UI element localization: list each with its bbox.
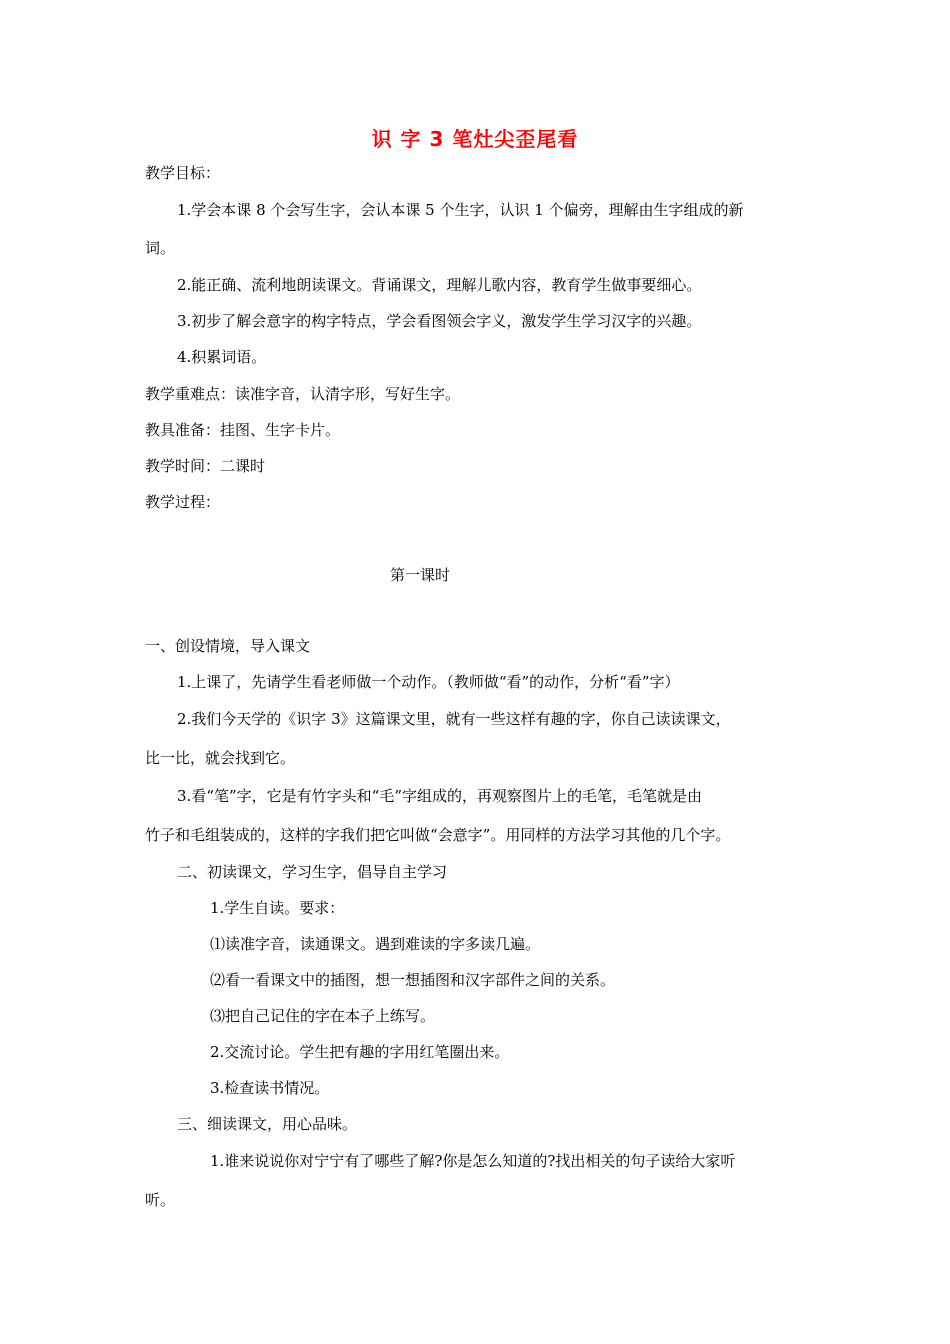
section-item: ⑵看一看课文中的插图，想一想插图和汉字部件之间的关系。 bbox=[210, 971, 616, 989]
section-item: 3.看“笔”字，它是有竹字头和“毛”字组成的，再观察图片上的毛笔，毛笔就是由 bbox=[177, 787, 702, 805]
section-heading: 三、细读课文，用心品味。 bbox=[177, 1115, 358, 1133]
section-item: 1.谁来说说你对宁宁有了哪些了解?你是怎么知道的?找出相关的句子读给大家听 bbox=[210, 1152, 736, 1170]
objective-line: 词。 bbox=[145, 239, 176, 257]
objective-line: 4.积累词语。 bbox=[177, 348, 267, 366]
section-item: ⑴读准字音，读通课文。遇到难读的字多读几遍。 bbox=[210, 935, 541, 953]
objective-line: 2.能正确、流利地朗读课文。背诵课文，理解儿歌内容，教育学生做事要细心。 bbox=[177, 276, 702, 294]
section-heading: 一、创设情境，导入课文 bbox=[145, 637, 311, 655]
teaching-time: 教学时间：二课时 bbox=[145, 457, 266, 475]
document-title: 识 字 3 笔灶尖歪尾看 bbox=[371, 127, 579, 151]
section-item: 竹子和毛组装成的，这样的字我们把它叫做“会意字”。用同样的方法学习其他的几个字。 bbox=[145, 826, 731, 844]
section-item: 听。 bbox=[145, 1191, 176, 1209]
materials: 教具准备：挂图、生字卡片。 bbox=[145, 421, 341, 439]
section-item: 2.我们今天学的《识字 3》这篇课文里，就有一些这样有趣的字，你自己读读课文， bbox=[177, 710, 731, 728]
section-item: 比一比，就会找到它。 bbox=[145, 749, 296, 767]
objective-line: 1.学会本课 8 个会写生字，会认本课 5 个生字，认识 1 个偏旁，理解由生字组成的新 bbox=[177, 201, 744, 219]
section-item: 2.交流讨论。学生把有趣的字用红笔圈出来。 bbox=[210, 1043, 510, 1061]
key-points: 教学重难点：读准字音，认清字形，写好生字。 bbox=[145, 385, 461, 403]
objective-line: 3.初步了解会意字的构字特点，学会看图领会字义，激发学生学习汉字的兴趣。 bbox=[177, 312, 702, 330]
lesson-heading: 第一课时 bbox=[389, 566, 450, 584]
section-item: 3.检查读书情况。 bbox=[210, 1079, 330, 1097]
section-heading: 二、初读课文，学习生字，倡导自主学习 bbox=[177, 863, 448, 881]
objectives-heading: 教学目标： bbox=[145, 164, 221, 182]
section-item: ⑶把自己记住的字在本子上练写。 bbox=[210, 1007, 436, 1025]
section-item: 1.学生自读。要求： bbox=[210, 899, 345, 917]
section-item: 1.上课了，先请学生看老师做一个动作。（教师做“看”的动作，分析“看”字） bbox=[177, 673, 680, 691]
process-heading: 教学过程： bbox=[145, 493, 221, 511]
